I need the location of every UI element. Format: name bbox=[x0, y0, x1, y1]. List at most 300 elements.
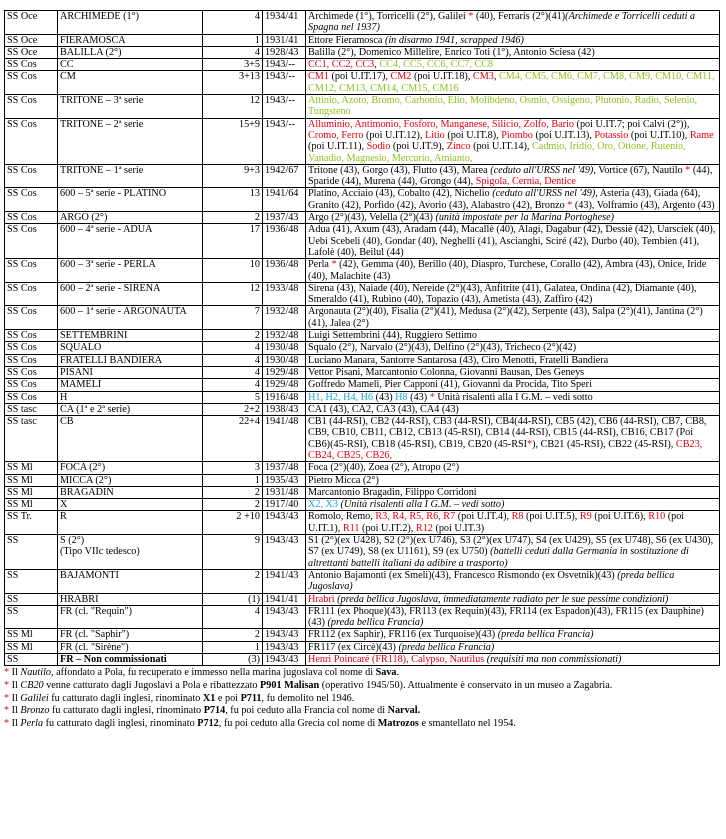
table-row bbox=[5, 71, 720, 95]
class-name-cell: PISANI bbox=[58, 366, 203, 378]
years-cell: 1933/48 bbox=[263, 282, 306, 306]
class-name-cell: CA (1ª e 2ª serie) bbox=[58, 403, 203, 415]
unit-text-run: Hrabri bbox=[308, 593, 335, 605]
count-cell: 4 bbox=[203, 379, 263, 391]
units-cell bbox=[306, 354, 720, 366]
table-row bbox=[5, 259, 720, 283]
years-cell: 1943/-- bbox=[263, 95, 306, 119]
count-cell: 2 bbox=[203, 330, 263, 342]
type-cell: SS Cos bbox=[5, 282, 58, 306]
count-cell: 2 bbox=[203, 212, 263, 224]
table-row bbox=[5, 118, 720, 164]
units-cell bbox=[306, 403, 720, 415]
unit-text-run: R9 bbox=[579, 511, 592, 523]
table-row bbox=[5, 46, 720, 58]
years-cell: 1938/43 bbox=[263, 403, 306, 415]
class-name-cell: FR – Non commissionati bbox=[58, 654, 203, 666]
unit-text-run: (preda bellica Jugoslava, immediatamente radiato per le sue pessime condizioni) bbox=[337, 593, 669, 605]
footnote-text-run: e poi bbox=[215, 692, 241, 704]
footnote bbox=[4, 667, 722, 680]
type-cell: SS Cos bbox=[5, 188, 58, 212]
years-cell: 1936/48 bbox=[263, 259, 306, 283]
unit-text-run: CM3 bbox=[472, 71, 494, 83]
table-row bbox=[5, 212, 720, 224]
count-cell: 4 bbox=[203, 11, 263, 35]
years-cell: 1943/-- bbox=[263, 59, 306, 71]
unit-text-run: Cromo, Ferro bbox=[308, 129, 364, 141]
footnote-text-run: Matrozos bbox=[377, 717, 419, 729]
type-cell: SS bbox=[5, 593, 58, 605]
table-row bbox=[5, 354, 720, 366]
years-cell: 1930/48 bbox=[263, 342, 306, 354]
table-row bbox=[5, 379, 720, 391]
class-name-cell: MAMELI bbox=[58, 379, 203, 391]
class-name-cell: CB bbox=[58, 416, 203, 462]
footnote-text-run: . bbox=[396, 667, 400, 679]
type-cell: SS Cos bbox=[5, 212, 58, 224]
table-row bbox=[5, 474, 720, 486]
footnote-text-run: Nautilo bbox=[20, 667, 51, 679]
footnote-text-run: P711 bbox=[240, 692, 262, 704]
type-cell: SS Cos bbox=[5, 379, 58, 391]
footnote-text-run: P901 Malisan bbox=[260, 679, 320, 691]
years-cell: 1941/41 bbox=[263, 593, 306, 605]
unit-text-run: (poi U.IT.7; poi Calvi (2°)), bbox=[574, 118, 690, 130]
years-cell: 1931/41 bbox=[263, 34, 306, 46]
years-cell: 1937/43 bbox=[263, 212, 306, 224]
count-cell: 3+5 bbox=[203, 59, 263, 71]
years-cell: 1929/48 bbox=[263, 366, 306, 378]
footnote-text-run: fu catturato dagli inglesi, rinominato bbox=[48, 692, 203, 704]
class-name-cell: HRABRI bbox=[58, 593, 203, 605]
class-name-cell: SQUALO bbox=[58, 342, 203, 354]
unit-text-run: * bbox=[429, 391, 435, 403]
unit-text-run: H1, H2, H4, H6 bbox=[308, 391, 374, 403]
count-cell: 1 bbox=[203, 474, 263, 486]
footnote-text-run: Bronzo bbox=[20, 705, 50, 717]
units-cell bbox=[306, 306, 720, 330]
type-cell: SS bbox=[5, 535, 58, 570]
unit-text-run: Spigola, Cernia, Dentice bbox=[475, 176, 576, 188]
table-row bbox=[5, 59, 720, 71]
count-cell: 4 bbox=[203, 366, 263, 378]
count-cell: 2 bbox=[203, 486, 263, 498]
unit-text-run: (43) bbox=[373, 391, 396, 403]
table-row bbox=[5, 330, 720, 342]
units-cell bbox=[306, 535, 720, 570]
footnote-text-run: e smantellato nel 1954. bbox=[418, 717, 516, 729]
units-cell bbox=[306, 366, 720, 378]
unit-text-run: CB23, CB24, CB25, CB26, bbox=[308, 438, 703, 461]
units-cell bbox=[306, 330, 720, 342]
units-cell bbox=[306, 282, 720, 306]
years-cell: 1932/48 bbox=[263, 330, 306, 342]
unit-text-run: Adua (41), Axum (43), Aradam (44), Macallè (40), Alagi, Dagabur (42), Dessiè (42), Uarsciek (40), Uebi Scebeli (40), Gondar (40), Neghelli (41), Ascianghi, Sciré (42), Durbo (40), Tembien (41), Lafolè (40), Beilul (44) bbox=[308, 224, 716, 258]
years-cell: 1943/43 bbox=[263, 535, 306, 570]
table-row bbox=[5, 462, 720, 474]
footnote-text-run: Sava bbox=[375, 667, 397, 679]
count-cell: 13 bbox=[203, 188, 263, 212]
footnote-text-run: P712 bbox=[197, 717, 219, 729]
unit-text-run: Attinio, Azoto, Bromo, Carbonio, Elio, Molibdeno, Osmio, Ossigeno, Plutonio, Radio, Selenio, Tungsteno bbox=[308, 95, 698, 118]
count-cell: 3+13 bbox=[203, 71, 263, 95]
unit-text-run: Pietro Micca (2°) bbox=[308, 474, 379, 486]
table-row bbox=[5, 569, 720, 593]
table-row bbox=[5, 403, 720, 415]
footnote-text-run: * bbox=[4, 679, 10, 691]
type-cell: SS Ml bbox=[5, 499, 58, 511]
units-cell bbox=[306, 11, 720, 35]
footnote-text-run: * bbox=[4, 717, 10, 729]
units-cell bbox=[306, 95, 720, 119]
units-cell bbox=[306, 224, 720, 259]
years-cell: 1943/-- bbox=[263, 118, 306, 164]
unit-text-run: (43) bbox=[407, 391, 430, 403]
years-cell: 1941/64 bbox=[263, 188, 306, 212]
unit-text-run: (preda bellica Francia) bbox=[398, 641, 495, 653]
table-row bbox=[5, 499, 720, 511]
class-name-cell: ARGO (2°) bbox=[58, 212, 203, 224]
units-cell bbox=[306, 118, 720, 164]
unit-text-run: CB1 (44-RSI), CB2 (44-RSI), CB3 (44-RSI), CB4(44-RSI), CB5 (42), CB6 (44-RSI), CB7, CB8, CB9, CB10, CB11, CB12, CB13 (45-RSI), CB14 (44-RSI), CB15 (44-RSI), CB16, CB17 (Poi CB6)(45-RSI), CB18 (45-RSI), CB19, CB20 (45-RSI bbox=[308, 416, 707, 450]
unit-text-run: (poi U.IT.14), bbox=[470, 141, 533, 153]
unit-text-run: Luigi Settembrini (44), Ruggiero Settimo bbox=[308, 330, 477, 342]
class-name-cell: TRITONE – 3ª serie bbox=[58, 95, 203, 119]
unit-text-run: Goffredo Mameli, Pier Capponi (41), Giovanni da Procida, Tito Speri bbox=[308, 379, 592, 391]
unit-text-run: Foca (2°)(40), Zoea (2°), Atropo (2°) bbox=[308, 462, 460, 474]
class-name-cell: BAJAMONTI bbox=[58, 569, 203, 593]
footnote-text-run: Il bbox=[9, 679, 21, 691]
units-cell bbox=[306, 71, 720, 95]
table-row bbox=[5, 605, 720, 629]
years-cell: 1943/43 bbox=[263, 511, 306, 535]
unit-text-run: ), CB21 (45-RSI), CB22 (45-RSI), bbox=[532, 438, 676, 450]
count-cell: 17 bbox=[203, 224, 263, 259]
unit-text-run: FR111 (ex Phoque)(43), FR113 (ex Requin)(43), FR114 (ex Espadon)(43), FR115 (ex Dauphine)(43) bbox=[308, 605, 704, 629]
class-name-cell: FR (cl. "Sirène") bbox=[58, 641, 203, 653]
count-cell: 2 bbox=[203, 499, 263, 511]
footnote-text-run: , fu poi ceduto alla Grecia col nome di bbox=[218, 717, 378, 729]
unit-text-run: * bbox=[468, 11, 474, 22]
class-name-cell: TRITONE – 2ª serie bbox=[58, 118, 203, 164]
count-cell: 22+4 bbox=[203, 416, 263, 462]
table-row bbox=[5, 164, 720, 188]
unit-text-run: R12 bbox=[415, 522, 433, 534]
unit-text-run: Argo (2°)(43), Velella (2°)(43) bbox=[308, 212, 436, 224]
footnote bbox=[4, 718, 722, 731]
years-cell: 1935/43 bbox=[263, 474, 306, 486]
unit-text-run: (poi U.IT.5), bbox=[523, 511, 580, 523]
unit-text-run: (poi U.IT.3) bbox=[432, 522, 485, 534]
table-row bbox=[5, 188, 720, 212]
class-name-cell: SETTEMBRINI bbox=[58, 330, 203, 342]
unit-text-run: Potassio bbox=[594, 129, 629, 141]
units-cell bbox=[306, 486, 720, 498]
years-cell: 1932/48 bbox=[263, 306, 306, 330]
count-cell: 1 bbox=[203, 641, 263, 653]
units-cell bbox=[306, 164, 720, 188]
table-row bbox=[5, 95, 720, 119]
type-cell: SS Cos bbox=[5, 391, 58, 403]
footnote-text-run: fu catturato dagli inglesi, rinominato bbox=[43, 717, 198, 729]
unit-text-run: (preda bellica Francia) bbox=[327, 617, 424, 629]
unit-text-run: Perla bbox=[308, 259, 332, 271]
table-row bbox=[5, 416, 720, 462]
footnote-text-run: Il bbox=[9, 692, 21, 704]
class-name-cell: CC bbox=[58, 59, 203, 71]
unit-text-run: Tritone (43), Gorgo (43), Flutto (43), Marea bbox=[308, 164, 491, 176]
footnote-text-run: CB20 bbox=[20, 679, 44, 691]
unit-text-run: (in disarmo 1941, scrapped 1946) bbox=[384, 34, 524, 46]
units-cell bbox=[306, 391, 720, 403]
units-cell bbox=[306, 499, 720, 511]
table-row bbox=[5, 486, 720, 498]
unit-text-run: (poi U.IT.11), bbox=[308, 141, 367, 153]
count-cell: 5 bbox=[203, 391, 263, 403]
unit-text-run: Zinco bbox=[446, 141, 471, 153]
unit-text-run: (poi U.IT.1), bbox=[308, 511, 685, 534]
class-name-cell: MICCA (2°) bbox=[58, 474, 203, 486]
count-cell: 2+2 bbox=[203, 403, 263, 415]
footnote-text-run: , fu demolito nel 1946. bbox=[261, 692, 355, 704]
unit-text-run: (poi U.IT.12), bbox=[363, 129, 425, 141]
table-body bbox=[5, 11, 720, 666]
type-cell: SS Ml bbox=[5, 462, 58, 474]
type-cell: SS Oce bbox=[5, 11, 58, 35]
type-cell: SS Cos bbox=[5, 330, 58, 342]
years-cell: 1929/48 bbox=[263, 379, 306, 391]
years-cell: 1937/48 bbox=[263, 462, 306, 474]
years-cell: 1943/43 bbox=[263, 641, 306, 653]
table-row bbox=[5, 366, 720, 378]
unit-text-run: X2, X3 bbox=[308, 499, 338, 511]
count-cell: (3) bbox=[203, 654, 263, 666]
units-cell bbox=[306, 474, 720, 486]
class-name-cell: FR (cl. "Saphir") bbox=[58, 629, 203, 641]
units-cell bbox=[306, 259, 720, 283]
unit-text-run: Rame bbox=[689, 129, 714, 141]
unit-text-run: R3, R4, R5, R6, R7 bbox=[375, 511, 456, 523]
table-row bbox=[5, 535, 720, 570]
unit-text-run: CA1 (43), CA2, CA3 (43), CA4 (43) bbox=[308, 403, 459, 415]
count-cell: 2 +10 bbox=[203, 511, 263, 535]
unit-text-run: (requisiti ma non commissionati) bbox=[486, 654, 622, 666]
unit-text-run: Alluminio, Antimonio, Fosforo, Manganese, Silicio, Zolfo, Bario bbox=[308, 118, 574, 130]
units-cell bbox=[306, 34, 720, 46]
type-cell: SS bbox=[5, 654, 58, 666]
unit-text-run: (poi U.IT.4), bbox=[455, 511, 512, 523]
unit-text-run: * bbox=[331, 259, 337, 271]
unit-text-run: Vettor Pisani, Marcantonio Colonna, Giovanni Bausan, Des Geneys bbox=[308, 366, 585, 378]
years-cell: 1943/-- bbox=[263, 71, 306, 95]
count-cell: 4 bbox=[203, 46, 263, 58]
unit-text-run: (42), Gemma (40), Berillo (40), Diaspro, Turchese, Corallo (42), Ambra (43), Onice, Iride (40), Malachite (43) bbox=[308, 259, 707, 282]
unit-text-run: CM4, CM5, CM6, CM7, CM8, CM9, CM10, CM11, CM12, CM13, CM14, CM15, CM16 bbox=[308, 71, 715, 94]
type-cell: SS Tr. bbox=[5, 511, 58, 535]
footnote-text-run: * bbox=[4, 667, 10, 679]
unit-text-run: (43), Volframio (43), Argento (43) bbox=[572, 199, 715, 211]
unit-text-run: Sodio bbox=[366, 141, 391, 153]
class-name-cell: ARCHIMEDE (1°) bbox=[58, 11, 203, 35]
class-name-cell: TRITONE – 1ª serie bbox=[58, 164, 203, 188]
footnotes bbox=[4, 667, 722, 730]
footnote-text-run: Narval. bbox=[387, 705, 421, 717]
unit-text-run: (Unità risalenti alla I G.M. – vedi sotto) bbox=[340, 499, 505, 511]
footnote bbox=[4, 705, 722, 718]
unit-text-run: , Vortice (67), Nautilo bbox=[593, 164, 686, 176]
count-cell: 4 bbox=[203, 342, 263, 354]
class-name-cell: CM bbox=[58, 71, 203, 95]
footnote-text-run: venne catturato dagli Jugoslavi a Pola e ribattezzato bbox=[43, 679, 261, 691]
unit-text-run: (preda bellica Jugoslava) bbox=[308, 569, 675, 593]
unit-text-run: S1 (2°)(ex U428), S2 (2°)(ex U746), S3 (2°)(ex U747), S4 (ex U429), S5 (ex U748), S6 (ex U430), S7 (ex U749), S8 (ex U1161), S9 (ex U750) bbox=[308, 535, 714, 558]
type-cell: SS Cos bbox=[5, 354, 58, 366]
unit-text-run: CM1 bbox=[308, 71, 329, 83]
type-cell: SS Ml bbox=[5, 474, 58, 486]
count-cell: 10 bbox=[203, 259, 263, 283]
years-cell: 1943/43 bbox=[263, 654, 306, 666]
unit-text-run: * bbox=[685, 164, 691, 176]
class-name-cell: 600 – 4ª serie - ADUA bbox=[58, 224, 203, 259]
years-cell: 1930/48 bbox=[263, 354, 306, 366]
unit-text-run: Platino, Acciaio (43), Cobalto (42), Nichelio bbox=[308, 188, 493, 200]
years-cell: 1942/67 bbox=[263, 164, 306, 188]
count-cell: 2 bbox=[203, 629, 263, 641]
table-row bbox=[5, 629, 720, 641]
class-name-cell: FRATELLI BANDIERA bbox=[58, 354, 203, 366]
unit-text-run: (preda bellica Francia) bbox=[497, 629, 594, 641]
unit-text-run: (poi U.IT.8), bbox=[444, 129, 502, 141]
unit-text-run: Ettore Fieramosca bbox=[308, 34, 385, 46]
footnote-text-run: , fu poi ceduto alla Francia col nome di bbox=[225, 705, 388, 717]
type-cell: SS Cos bbox=[5, 164, 58, 188]
years-cell: 1941/48 bbox=[263, 416, 306, 462]
unit-text-run: Henri Poincaré (FR118), Calypso, Nautilus bbox=[308, 654, 485, 666]
years-cell: 1931/48 bbox=[263, 486, 306, 498]
unit-text-run: Unità risalenti alla I G.M. – vedi sotto bbox=[434, 391, 593, 403]
class-name-cell: FR (cl. "Requin") bbox=[58, 605, 203, 629]
unit-text-run: Piombo bbox=[501, 129, 533, 141]
unit-text-run: FR112 (ex Saphir), FR116 (ex Turquoise)(43) bbox=[308, 629, 498, 641]
footnote-text-run: Il bbox=[9, 667, 21, 679]
units-cell bbox=[306, 569, 720, 593]
type-cell: SS Oce bbox=[5, 34, 58, 46]
unit-text-run: Argonauta (2°)(40), Fisalia (2°)(41), Medusa (2°)(42), Serpente (43), Salpa (2°)(41), Jantina (2°)(41), Jalea (2°) bbox=[308, 306, 703, 329]
unit-text-run: CM2 bbox=[390, 71, 412, 83]
count-cell: 15+9 bbox=[203, 118, 263, 164]
unit-text-run: , bbox=[493, 71, 499, 83]
class-name-cell: 600 – 3ª serie - PERLA bbox=[58, 259, 203, 283]
unit-text-run: (poi U.IT.13), bbox=[532, 129, 595, 141]
type-cell: SS Oce bbox=[5, 46, 58, 58]
units-cell bbox=[306, 188, 720, 212]
class-name-cell: BRAGADIN bbox=[58, 486, 203, 498]
class-name-cell: H bbox=[58, 391, 203, 403]
unit-text-run: * bbox=[527, 438, 533, 450]
class-name-cell: FOCA (2°) bbox=[58, 462, 203, 474]
units-cell bbox=[306, 46, 720, 58]
table-row bbox=[5, 342, 720, 354]
footnote-text-run: Il bbox=[9, 717, 21, 729]
unit-text-run: (ceduto all'URSS nel '49) bbox=[490, 164, 594, 176]
unit-text-run: (poi U.IT.17), bbox=[328, 71, 391, 83]
units-cell bbox=[306, 641, 720, 653]
table-row bbox=[5, 11, 720, 35]
unit-text-run: Marcantonio Bragadin, Filippo Corridoni bbox=[308, 486, 477, 498]
units-cell bbox=[306, 379, 720, 391]
count-cell: 2 bbox=[203, 569, 263, 593]
class-name-cell: X bbox=[58, 499, 203, 511]
count-cell: 9+3 bbox=[203, 164, 263, 188]
unit-text-run: (40), Ferraris (2°)(41) bbox=[473, 11, 566, 22]
unit-text-run: R8 bbox=[511, 511, 524, 523]
unit-text-run: Sirena (43), Naiade (40), Nereide (2°)(43), Anfitrite (41), Galatea, Ondina (42), Diamante (40), Smeraldo (41), Rubino (40), Topazio (43), Ametista (43), Zaffiro (42) bbox=[308, 282, 697, 306]
footnote-text-run: fu catturato dagli inglesi, rinominato bbox=[49, 705, 204, 717]
footnote-text-run: X1 bbox=[202, 692, 216, 704]
unit-text-run: H8 bbox=[395, 391, 408, 403]
unit-text-run: Balilla (2°), Domenico Millelire, Enrico Toti (1°), Antonio Sciesa (42) bbox=[308, 46, 595, 58]
unit-text-run: Cadmio, Iridio, Oro, Ottone, Rutenio, Vanadio, Magnesio, Mercurio, Amianto, bbox=[308, 141, 686, 164]
document-page bbox=[4, 10, 722, 730]
unit-text-run: (ceduto all'URSS nel '49) bbox=[492, 188, 596, 200]
count-cell: 7 bbox=[203, 306, 263, 330]
unit-text-run: * bbox=[567, 199, 573, 211]
submarine-table bbox=[4, 10, 720, 666]
class-name-cell: 600 – 5ª serie - PLATINO bbox=[58, 188, 203, 212]
units-cell bbox=[306, 629, 720, 641]
type-cell: SS Ml bbox=[5, 641, 58, 653]
type-cell: SS bbox=[5, 569, 58, 593]
years-cell: 1916/48 bbox=[263, 391, 306, 403]
type-cell: SS Cos bbox=[5, 259, 58, 283]
unit-text-run: CC1, CC2, CC3 bbox=[308, 59, 375, 71]
footnote-text-run: , affondato a Pola, fu recuperato e immesso nella marina jugoslava col nome di bbox=[51, 667, 376, 679]
footnote-text-run: Perla bbox=[20, 717, 44, 729]
table-row bbox=[5, 654, 720, 666]
count-cell: 4 bbox=[203, 605, 263, 629]
type-cell: SS Cos bbox=[5, 118, 58, 164]
table-row bbox=[5, 511, 720, 535]
table-row bbox=[5, 34, 720, 46]
unit-text-run: (poi U.IT.2), bbox=[359, 522, 416, 534]
type-cell: SS tasc bbox=[5, 403, 58, 415]
unit-text-run: R11 bbox=[342, 522, 360, 534]
count-cell: 9 bbox=[203, 535, 263, 570]
table-row bbox=[5, 391, 720, 403]
units-cell bbox=[306, 416, 720, 462]
footnote bbox=[4, 680, 722, 693]
type-cell: SS Cos bbox=[5, 366, 58, 378]
years-cell: 1917/40 bbox=[263, 499, 306, 511]
unit-text-run: Romolo, Remo, bbox=[308, 511, 376, 523]
table-row bbox=[5, 306, 720, 330]
footnote-text-run: * bbox=[4, 692, 10, 704]
units-cell bbox=[306, 59, 720, 71]
type-cell: SS Ml bbox=[5, 629, 58, 641]
footnote bbox=[4, 693, 722, 706]
unit-text-run: Luciano Manara, Santorre Santarosa (43), Ciro Menotti, Fratelli Bandiera bbox=[308, 354, 609, 366]
footnote-text-run: P714 bbox=[203, 705, 226, 717]
type-cell: SS Cos bbox=[5, 71, 58, 95]
unit-text-run: Squalo (2°), Narvalo (2°)(43), Delfino (2°)(43), Tricheco (2°)(42) bbox=[308, 342, 577, 354]
type-cell: SS Cos bbox=[5, 95, 58, 119]
type-cell: SS Cos bbox=[5, 342, 58, 354]
units-cell bbox=[306, 511, 720, 535]
unit-text-run: , Asteria (43), Giada (64), Granito (42), Porfido (42), Avorio (43), Alabastro (42), Bronzo bbox=[308, 188, 701, 211]
footnote-text-run: Il bbox=[9, 705, 21, 717]
unit-text-run: , bbox=[374, 59, 380, 71]
class-name-cell: R bbox=[58, 511, 203, 535]
